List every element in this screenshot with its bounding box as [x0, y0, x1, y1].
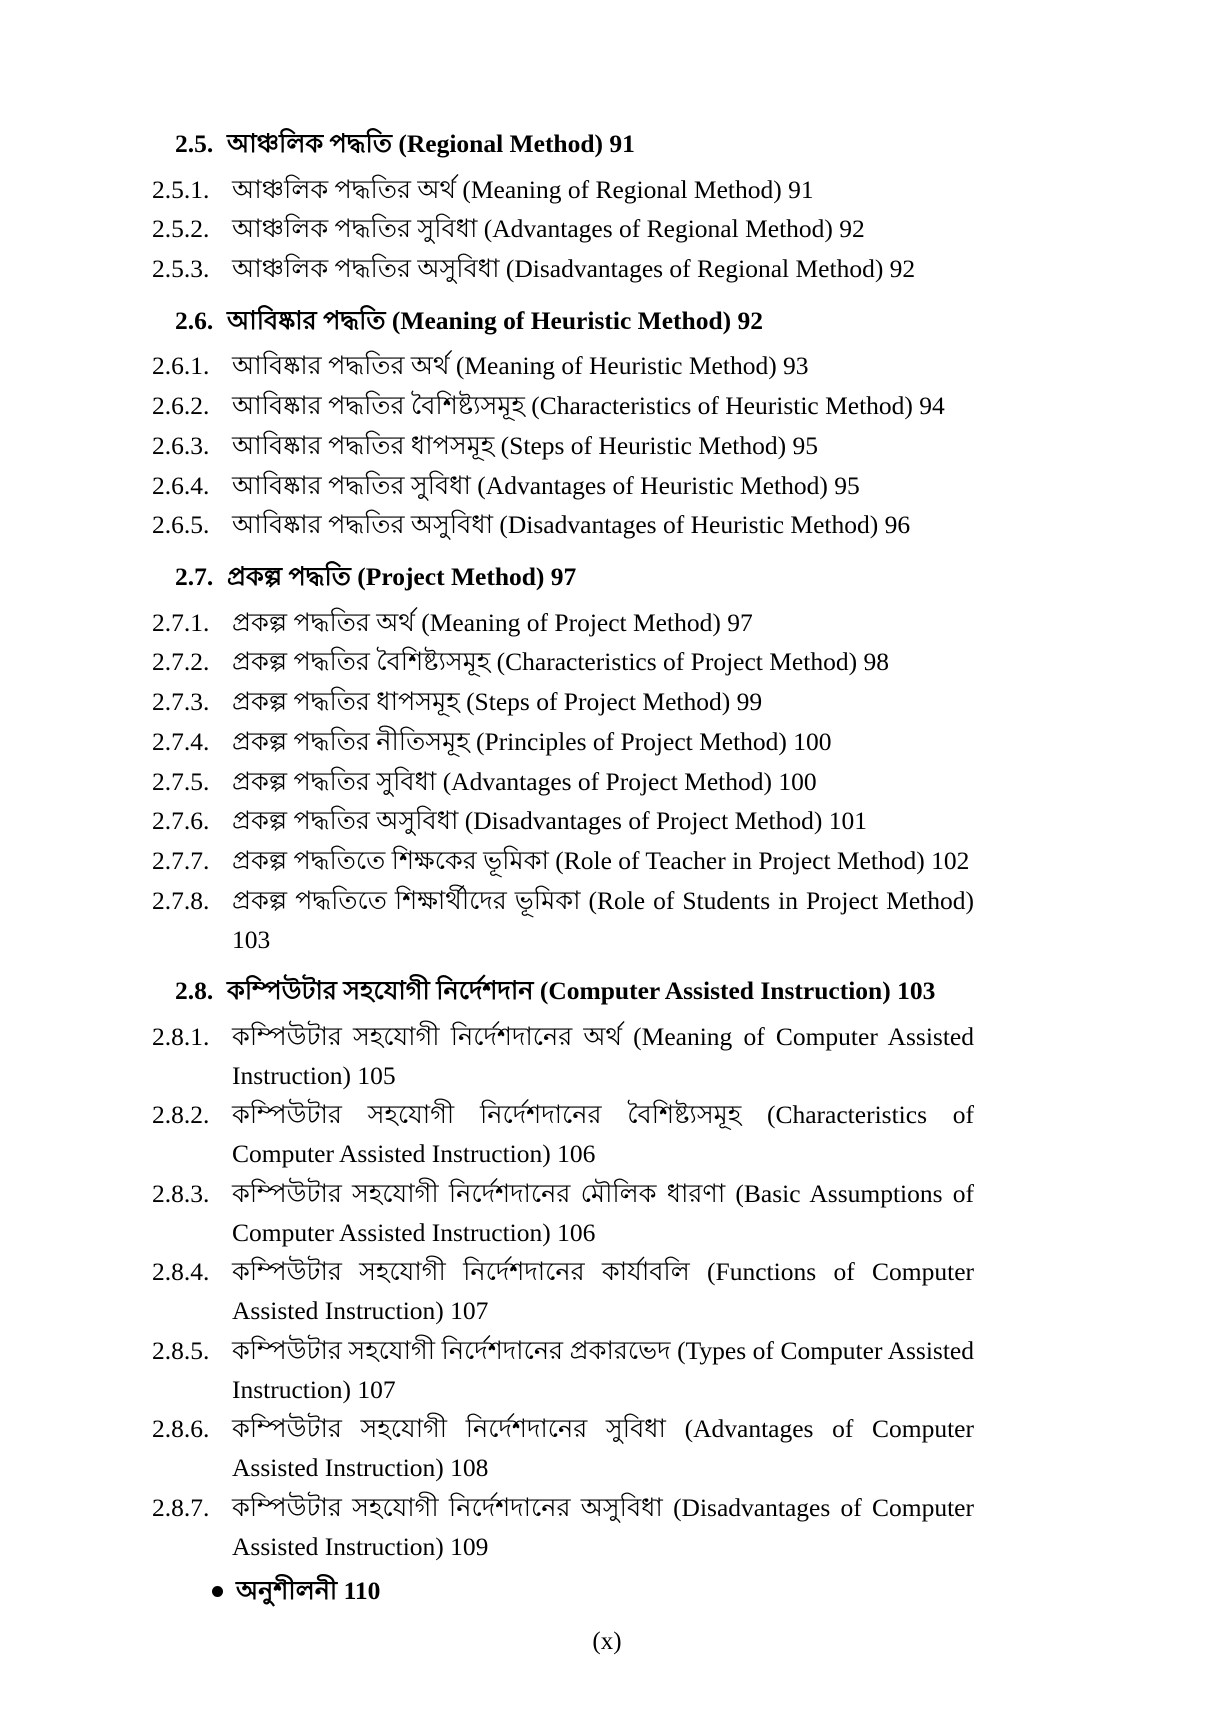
toc-entry-number: 2.6.5.: [152, 510, 210, 540]
toc-entry-number: 2.7.5.: [152, 766, 210, 796]
toc-entry-number: 2.8.3.: [152, 1178, 210, 1208]
toc-entry-title: প্রকল্প পদ্ধতিতে শিক্ষকের ভূমিকা (Role of Teacher in Project Method) 102: [232, 846, 970, 875]
toc-entry-number: 2.8.1.: [152, 1021, 210, 1051]
toc-section-number: 2.7.: [175, 562, 214, 591]
toc-entry-number: 2.8.5.: [152, 1335, 210, 1365]
toc-entry-title: কম্পিউটার সহযোগী নির্দেশদানের মৌলিক ধারণা (Basic Assumptions of Computer Assisted Instruction) 106: [232, 1178, 974, 1247]
toc-entry[interactable]: [152, 347, 974, 386]
toc-section-number: 2.8.: [175, 976, 214, 1006]
toc-entry[interactable]: [152, 467, 974, 506]
toc-section-heading[interactable]: [152, 564, 974, 590]
toc-entry[interactable]: [152, 802, 974, 841]
toc-entry-title: প্রকল্প পদ্ধতির ধাপসমূহ (Steps of Project Method) 99: [232, 687, 763, 716]
toc-section-number: 2.6.: [175, 305, 214, 335]
toc-entry-number: 2.8.2.: [152, 1100, 210, 1130]
toc-entry-number: 2.7.7.: [152, 846, 210, 875]
toc-section-heading[interactable]: [152, 978, 974, 1004]
toc-entry[interactable]: [152, 1096, 974, 1174]
toc-section-title: আঞ্চলিক পদ্ধতি (Regional Method) 91: [227, 129, 635, 158]
toc-entry[interactable]: [152, 171, 974, 210]
toc-section-heading[interactable]: [152, 131, 974, 157]
toc-entry-title: প্রকল্প পদ্ধতিতে শিক্ষার্থীদের ভূমিকা (Role of Students in Project Method) 103: [232, 885, 974, 954]
toc-entry[interactable]: [152, 1489, 974, 1567]
toc-entry-number: 2.7.6.: [152, 806, 210, 836]
toc-entry-number: 2.5.1.: [152, 174, 210, 204]
toc-entry-number: 2.5.3.: [152, 254, 210, 283]
toc-entry-number: 2.6.3.: [152, 430, 210, 460]
toc-entry-number: 2.5.2.: [152, 214, 210, 244]
toc-entry-title: আবিষ্কার পদ্ধতির সুবিধা (Advantages of Heuristic Method) 95: [232, 470, 860, 500]
toc-entry[interactable]: [152, 387, 974, 426]
toc-entry[interactable]: [152, 1332, 974, 1410]
toc-entry-title: প্রকল্প পদ্ধতির অসুবিধা (Disadvantages of Project Method) 101: [232, 806, 868, 836]
toc-entry-number: 2.7.2.: [152, 647, 210, 677]
toc-entry-title: আবিষ্কার পদ্ধতির বৈশিষ্ট্যসমূহ (Characteristics of Heuristic Method) 94: [232, 391, 945, 420]
bullet-dot-icon: [212, 1586, 223, 1597]
toc-entry[interactable]: [152, 1175, 974, 1253]
toc-section-number: 2.5.: [175, 129, 214, 158]
toc-entry-title: প্রকল্প পদ্ধতির সুবিধা (Advantages of Project Method) 100: [232, 766, 817, 796]
toc-entry-number: 2.7.4.: [152, 726, 210, 756]
toc-entry-title: কম্পিউটার সহযোগী নির্দেশদানের প্রকারভেদ (Types of Computer Assisted Instruction) 107: [232, 1335, 974, 1404]
toc-entry-title: আবিষ্কার পদ্ধতির ধাপসমূহ (Steps of Heuristic Method) 95: [232, 430, 818, 460]
toc-entry-title: আবিষ্কার পদ্ধতির অসুবিধা (Disadvantages of Heuristic Method) 96: [232, 510, 911, 540]
toc-section-title: কম্পিউটার সহযোগী নির্দেশদান (Computer Assisted Instruction) 103: [227, 976, 936, 1006]
toc-section-title: প্রকল্প পদ্ধতি (Project Method) 97: [227, 562, 577, 591]
toc-entry-title: আবিষ্কার পদ্ধতির অর্থ (Meaning of Heuristic Method) 93: [232, 351, 809, 381]
toc-content: [152, 112, 974, 1607]
toc-entry[interactable]: [152, 427, 974, 466]
toc-bullet-item[interactable]: [152, 1574, 974, 1607]
toc-entry[interactable]: [152, 506, 974, 545]
toc-entry[interactable]: [152, 250, 974, 289]
toc-entry-number: 2.8.6.: [152, 1414, 210, 1444]
toc-entry[interactable]: [152, 1253, 974, 1331]
toc-entry[interactable]: [152, 604, 974, 643]
toc-entry-title: প্রকল্প পদ্ধতির অর্থ (Meaning of Project Method) 97: [232, 607, 753, 637]
toc-entry-number: 2.8.7.: [152, 1492, 210, 1522]
toc-entry-title: প্রকল্প পদ্ধতির নীতিসমূহ (Principles of Project Method) 100: [232, 726, 832, 756]
toc-entry-title: কম্পিউটার সহযোগী নির্দেশদানের সুবিধা (Advantages of Computer Assisted Instruction) 108: [232, 1414, 974, 1482]
toc-entry-title: কম্পিউটার সহযোগী নির্দেশদানের কার্যাবলি (Functions of Computer Assisted Instruction) 107: [232, 1257, 974, 1325]
toc-entry-title: কম্পিউটার সহযোগী নির্দেশদানের অর্থ (Meaning of Computer Assisted Instruction) 105: [232, 1021, 974, 1090]
toc-entry-number: 2.6.4.: [152, 470, 210, 500]
toc-entry[interactable]: [152, 763, 974, 802]
toc-entry-number: 2.6.1.: [152, 351, 210, 381]
toc-section-heading[interactable]: [152, 305, 974, 335]
toc-entry[interactable]: [152, 723, 974, 762]
toc-entry-number: 2.8.4.: [152, 1257, 210, 1287]
toc-entry[interactable]: [152, 210, 974, 249]
toc-entry[interactable]: [152, 643, 974, 682]
toc-entry-title: কম্পিউটার সহযোগী নির্দেশদানের অসুবিধা (Disadvantages of Computer Assisted Instruction) 109: [232, 1492, 974, 1561]
toc-entry-number: 2.7.1.: [152, 607, 210, 637]
toc-entry-title: কম্পিউটার সহযোগী নির্দেশদানের বৈশিষ্ট্যসমূহ (Characteristics of Computer Assisted Instruction) 106: [232, 1100, 974, 1168]
toc-entry[interactable]: [152, 882, 974, 960]
toc-entry-title: প্রকল্প পদ্ধতির বৈশিষ্ট্যসমূহ (Characteristics of Project Method) 98: [232, 647, 889, 677]
toc-section-title: আবিষ্কার পদ্ধতি (Meaning of Heuristic Method) 92: [227, 305, 763, 335]
page-number-footer: (x): [592, 1628, 622, 1655]
toc-entry-number: 2.6.2.: [152, 391, 210, 420]
toc-bullet-label: অনুশীলনী 110: [236, 1576, 381, 1606]
toc-entry-title: আঞ্চলিক পদ্ধতির সুবিধা (Advantages of Regional Method) 92: [232, 214, 865, 244]
toc-entry-number: 2.7.3.: [152, 687, 210, 716]
toc-entry[interactable]: [152, 1018, 974, 1096]
toc-entry-title: আঞ্চলিক পদ্ধতির অসুবিধা (Disadvantages of Regional Method) 92: [232, 254, 916, 283]
toc-entry-title: আঞ্চলিক পদ্ধতির অর্থ (Meaning of Regional Method) 91: [232, 174, 814, 204]
toc-entry[interactable]: [152, 1410, 974, 1488]
toc-entry-number: 2.7.8.: [152, 885, 210, 915]
toc-entry[interactable]: [152, 683, 974, 722]
toc-entry[interactable]: [152, 842, 974, 881]
